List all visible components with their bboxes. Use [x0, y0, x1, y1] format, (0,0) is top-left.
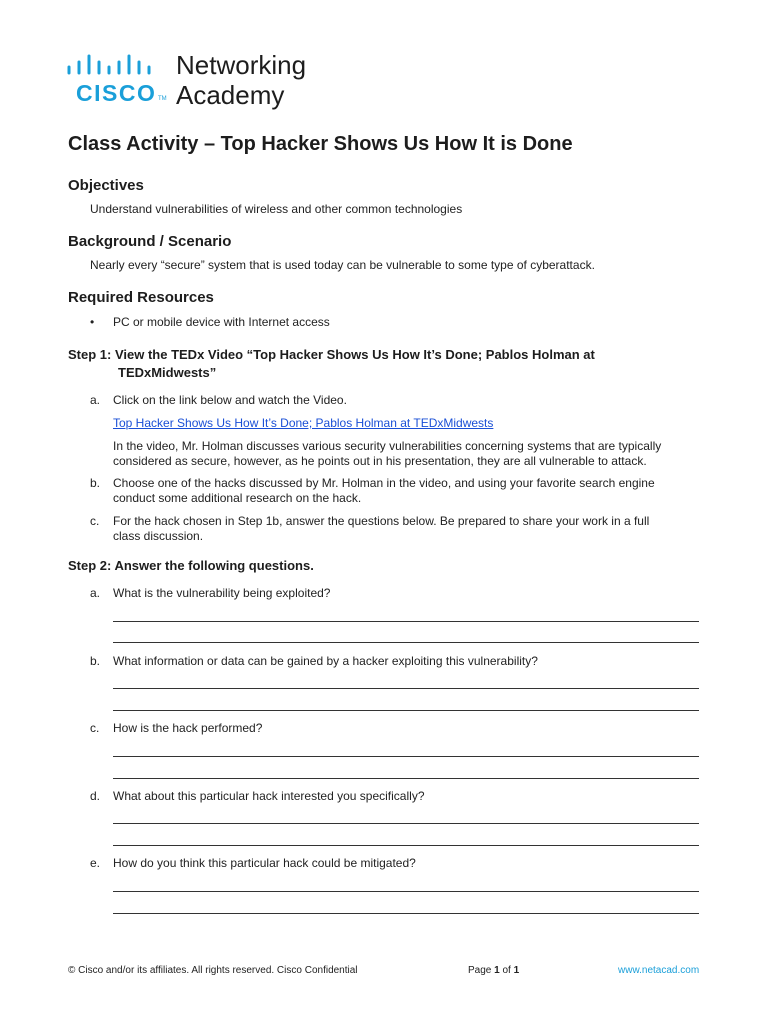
step1-paragraph-line2: considered as secure, however, as he points out in his presentation, they are all vulnerable to attack. [113, 454, 647, 468]
cisco-bars-icon [66, 54, 166, 78]
step1-paragraph-line1: In the video, Mr. Holman discusses various security vulnerabilities concerning systems that are typically [113, 439, 662, 453]
footer-page-number [468, 965, 519, 976]
step1-item-a: Click on the link below and watch the Video. [113, 393, 347, 407]
objectives-text: Understand vulnerabilities of wireless and other common technologies [90, 202, 463, 216]
list-marker: a. [90, 393, 101, 407]
step1-heading: Step 1: View the TEDx Video “Top Hacker Shows Us How It’s Done; Pablos Holman at [68, 347, 595, 362]
step2-heading: Step 2: Answer the following questions. [68, 558, 314, 573]
list-marker: c. [90, 514, 100, 528]
answer-line[interactable] [113, 823, 699, 824]
page-of: of [502, 965, 511, 976]
step1-item-c-line1: For the hack chosen in Step 1b, answer the questions below. Be prepared to share your work in a full [113, 514, 650, 528]
resource-item: PC or mobile device with Internet access [113, 315, 330, 329]
answer-line[interactable] [113, 642, 699, 643]
logo-wordmark: CISCO [76, 80, 157, 106]
objectives-heading: Objectives [68, 177, 144, 194]
list-marker: b. [90, 654, 101, 668]
question-b: What information or data can be gained by a hacker exploiting this vulnerability? [113, 654, 538, 668]
answer-line[interactable] [113, 688, 699, 689]
footer-copyright: © Cisco and/or its affiliates. All rights reserved. Cisco Confidential [68, 965, 358, 976]
answer-line[interactable] [113, 710, 699, 711]
step1-item-c-line2: class discussion. [113, 529, 204, 543]
ted-video-link[interactable]: Top Hacker Shows Us How It’s Done; Pablos Holman at TEDxMidwests [113, 416, 494, 430]
question-a: What is the vulnerability being exploited? [113, 586, 331, 600]
question-c: How is the hack performed? [113, 721, 263, 735]
answer-line[interactable] [113, 845, 699, 846]
logo-networking-text: Networking [176, 50, 307, 80]
step1-heading-continued: TEDxMidwests” [118, 365, 217, 380]
answer-line[interactable] [113, 913, 699, 914]
step1-item-b-line1: Choose one of the hacks discussed by Mr. Holman in the video, and using your favorite search engine [113, 476, 655, 490]
page-current: 1 [494, 965, 500, 976]
answer-line[interactable] [113, 778, 699, 779]
page-title: Class Activity – Top Hacker Shows Us How It is Done [68, 133, 573, 155]
answer-line[interactable] [113, 756, 699, 757]
bullet-icon: • [90, 315, 95, 329]
list-marker: c. [90, 721, 100, 735]
netacad-link[interactable]: www.netacad.com [618, 965, 700, 976]
page-total: 1 [513, 965, 520, 976]
list-marker: d. [90, 789, 101, 803]
list-marker: a. [90, 586, 101, 600]
logo-trademark: TM [158, 96, 167, 102]
resources-heading: Required Resources [68, 289, 214, 306]
step1-item-b-line2: conduct some additional research on the hack. [113, 491, 362, 505]
answer-line[interactable] [113, 621, 699, 622]
page-label: Page [468, 965, 492, 976]
answer-line[interactable] [113, 891, 699, 892]
logo-academy-text: Academy [176, 80, 285, 110]
question-e: How do you think this particular hack could be mitigated? [113, 856, 416, 870]
question-d: What about this particular hack interested you specifically? [113, 789, 425, 803]
cisco-networking-academy-logo [66, 50, 336, 112]
background-text: Nearly every “secure” system that is used today can be vulnerable to some type of cyberattack. [90, 258, 595, 272]
list-marker: e. [90, 856, 101, 870]
background-heading: Background / Scenario [68, 233, 232, 250]
list-marker: b. [90, 476, 101, 490]
